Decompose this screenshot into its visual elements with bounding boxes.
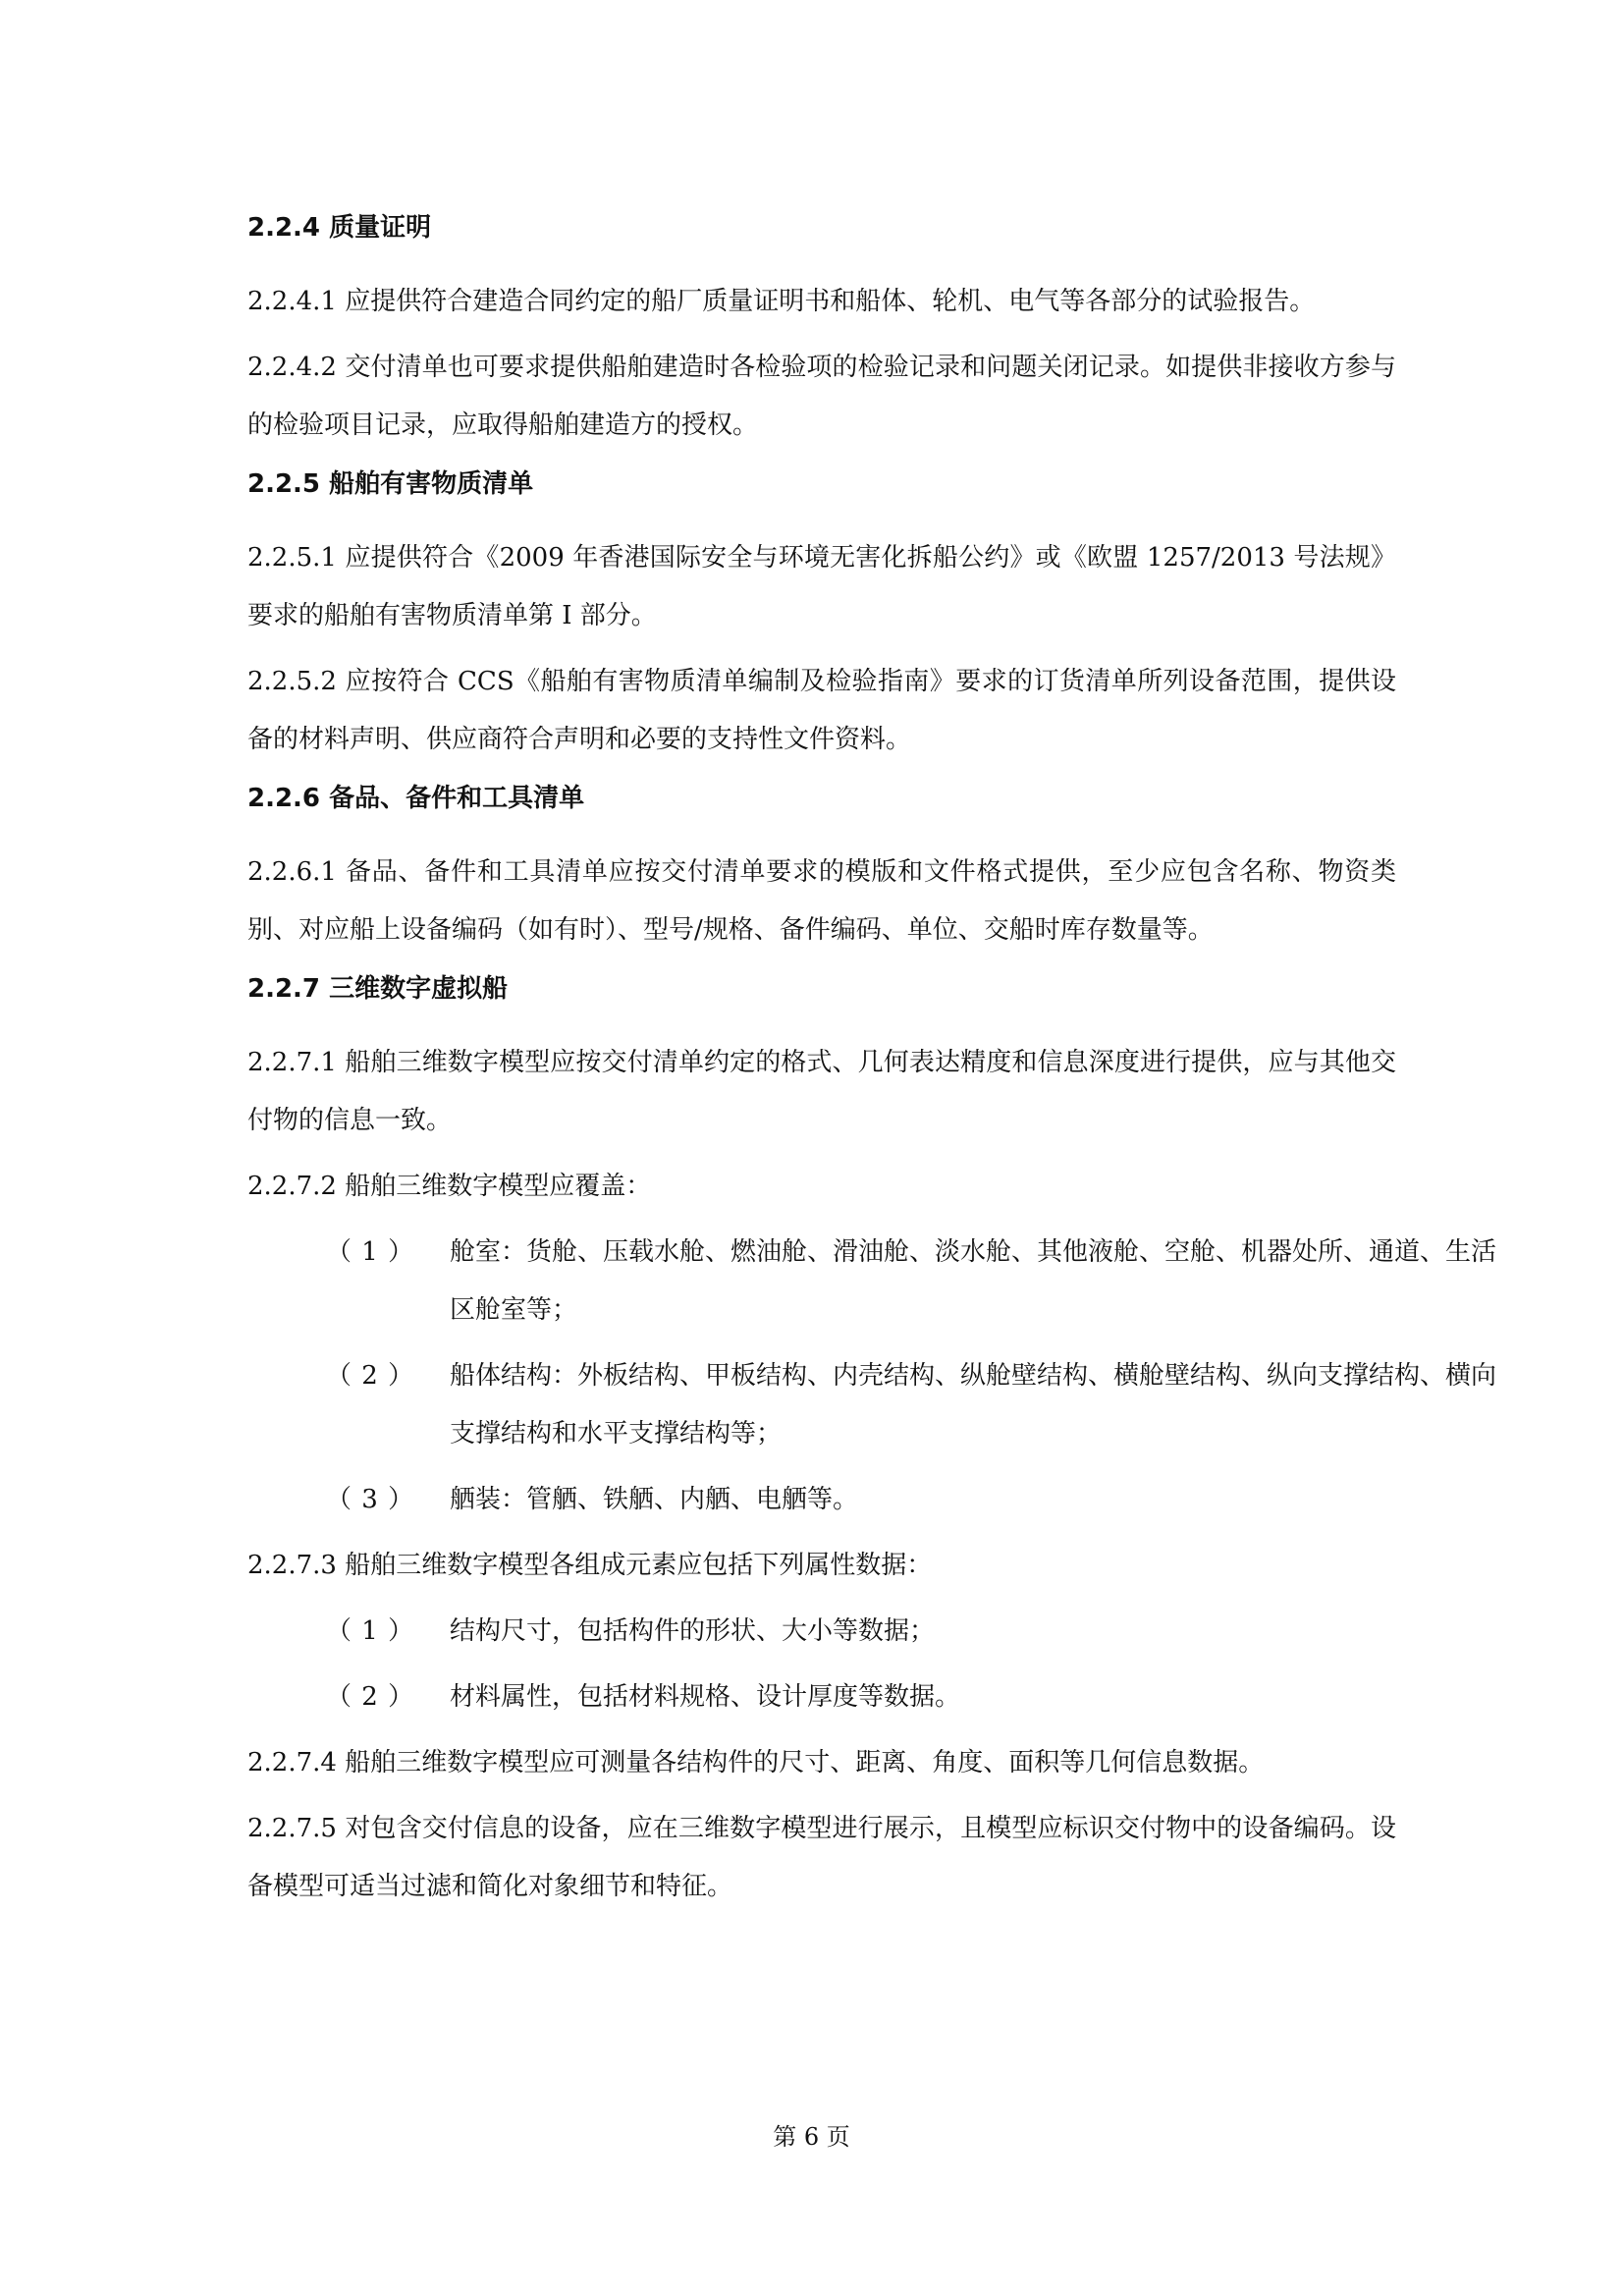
list-item-text: 材料属性，包括材料规格、设计厚度等数据。 bbox=[450, 1682, 961, 1712]
list-item bbox=[326, 1471, 1520, 1529]
paragraph-2-2-5-2: 2.2.5.2 应按符合 CCS《船舶有害物质清单编制及检验指南》要求的订货清单所列设备范围，提供设备的材料声明、供应商符合声明和必要的支持性文件资料。 bbox=[247, 667, 1396, 754]
list-item bbox=[326, 1347, 1520, 1463]
list-marker: （ 2 ） bbox=[326, 1682, 415, 1712]
page-content bbox=[247, 206, 1497, 1924]
section-heading-2-2-6: 2.2.6 备品、备件和工具清单 bbox=[247, 784, 585, 813]
section-heading-2-2-7: 2.2.7 三维数字虚拟船 bbox=[247, 974, 509, 1004]
list-marker: （ 2 ） bbox=[326, 1361, 415, 1391]
paragraph-2-2-4-1: 2.2.4.1 应提供符合建造合同约定的船厂质量证明书和船体、轮机、电气等各部分的试验报告。 bbox=[247, 287, 1316, 316]
list-item-text: 舾装：管舾、铁舾、内舾、电舾等。 bbox=[450, 1485, 859, 1514]
paragraph-2-2-6-1: 2.2.6.1 备品、备件和工具清单应按交付清单要求的模版和文件格式提供，至少应包含名称、物资类别、对应船上设备编码（如有时）、型号/规格、备件编码、单位、交船时库存数量等。 bbox=[247, 857, 1396, 945]
page-number-footer: 第 6 页 bbox=[773, 2123, 850, 2151]
paragraph-2-2-7-2: 2.2.7.2 船舶三维数字模型应覆盖： bbox=[247, 1172, 652, 1201]
paragraph-2-2-4-2: 2.2.4.2 交付清单也可要求提供船舶建造时各检验项的检验记录和问题关闭记录。如提供非接收方参与的检验项目记录，应取得船舶建造方的授权。 bbox=[247, 353, 1396, 440]
section-heading-2-2-4: 2.2.4 质量证明 bbox=[247, 213, 432, 243]
list-item-text: 舱室：货舱、压载水舱、燃油舱、滑油舱、淡水舱、其他液舱、空舱、机器处所、通道、生活区舱室等； bbox=[450, 1237, 1497, 1325]
section-heading-2-2-5: 2.2.5 船舶有害物质清单 bbox=[247, 469, 534, 499]
list-marker: （ 1 ） bbox=[326, 1237, 415, 1267]
paragraph-2-2-7-1: 2.2.7.1 船舶三维数字模型应按交付清单约定的格式、几何表达精度和信息深度进行提供，应与其他交付物的信息一致。 bbox=[247, 1048, 1396, 1135]
list-marker: （ 1 ） bbox=[326, 1616, 415, 1646]
list-item bbox=[326, 1224, 1520, 1339]
paragraph-2-2-7-4: 2.2.7.4 船舶三维数字模型应可测量各结构件的尺寸、距离、角度、面积等几何信息数据。 bbox=[247, 1748, 1265, 1777]
list-item-text: 船体结构：外板结构、甲板结构、内壳结构、纵舱壁结构、横舱壁结构、纵向支撑结构、横向支撑结构和水平支撑结构等； bbox=[450, 1361, 1497, 1449]
paragraph-2-2-7-3: 2.2.7.3 船舶三维数字模型各组成元素应包括下列属性数据： bbox=[247, 1551, 933, 1580]
paragraph-2-2-7-5: 2.2.7.5 对包含交付信息的设备，应在三维数字模型进行展示，且模型应标识交付物中的设备编码。设备模型可适当过滤和简化对象细节和特征。 bbox=[247, 1814, 1396, 1901]
list-item bbox=[326, 1668, 1520, 1726]
list-item-text: 结构尺寸，包括构件的形状、大小等数据； bbox=[450, 1616, 936, 1646]
list-marker: （ 3 ） bbox=[326, 1485, 415, 1514]
list-item bbox=[326, 1603, 1520, 1661]
paragraph-2-2-5-1: 2.2.5.1 应提供符合《2009 年香港国际安全与环境无害化拆船公约》或《欧盟 1257/2013 号法规》要求的船舶有害物质清单第 I 部分。 bbox=[247, 543, 1396, 630]
